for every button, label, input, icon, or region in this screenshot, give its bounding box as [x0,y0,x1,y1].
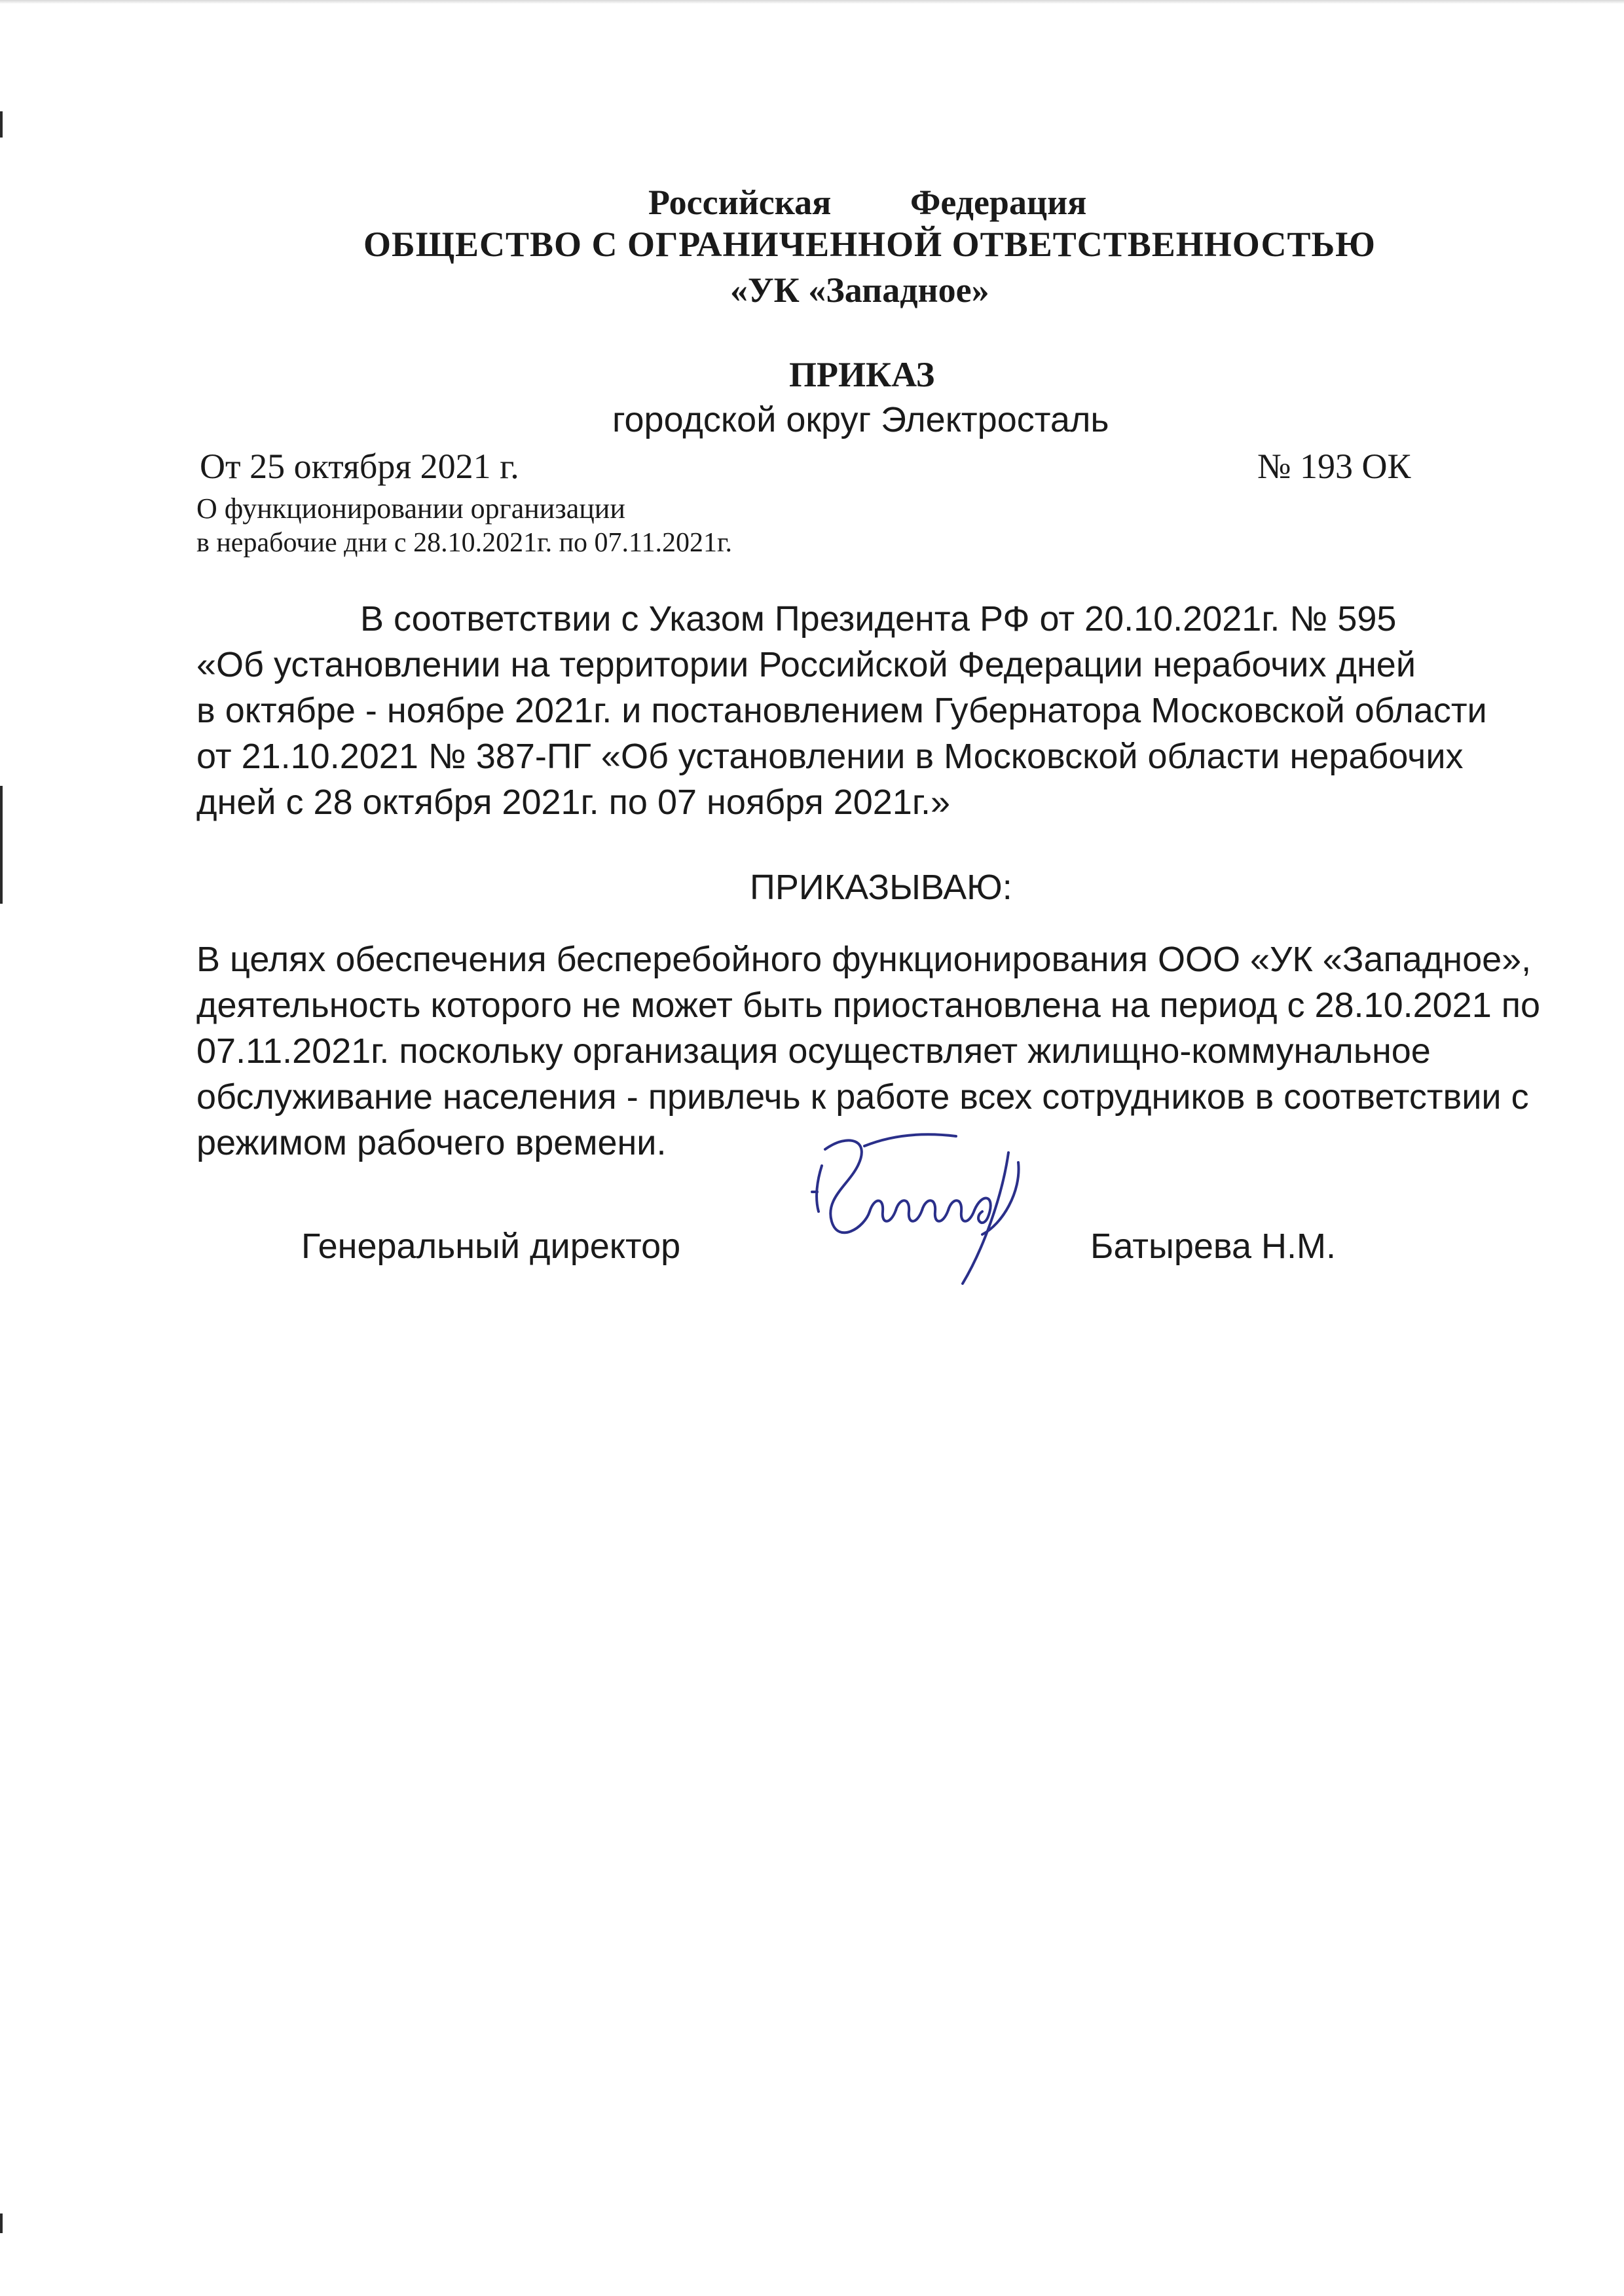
signoff-name: Батырева Н.М. [1090,1227,1336,1266]
organization-name: «УК «Западное» [730,270,989,310]
decree-line: деятельность которого не может быть приостановлена на период с 28.10.2021 по [196,986,1541,1025]
preamble-line: В соответствии с Указом Президента РФ от 20.10.2021г. № 595 [360,599,1397,639]
scan-edge-mark [0,786,3,904]
organization-type: ОБЩЕСТВО С ОГРАНИЧЕННОЙ ОТВЕТСТВЕННОСТЬЮ [363,225,1376,264]
decree-line: 07.11.2021г. поскольку организация осуществляет жилищно-коммунальное [196,1031,1431,1071]
decree-line: режимом рабочего времени. [196,1123,667,1162]
scan-top-edge [0,0,1624,4]
decree-heading: ПРИКАЗЫВАЮ: [750,868,1012,907]
preamble-line: от 21.10.2021 № 387-ПГ «Об установлении в Московской области нерабочих [196,737,1464,776]
order-date: От 25 октября 2021 г. [200,447,519,486]
decree-line: обслуживание населения - привлечь к работе всех сотрудников в соответствии с [196,1077,1529,1117]
scan-edge-mark [0,2213,3,2233]
order-subject-line-2: в нерабочие дни с 28.10.2021г. по 07.11.2021г. [196,528,732,558]
country-word-2: Федерация [910,183,1087,222]
country-word-1: Российская [648,183,832,222]
preamble-line: дней с 28 октября 2021г. по 07 ноября 2021г.» [196,783,950,822]
order-title: ПРИКАЗ [789,355,935,394]
handwritten-signature [786,1120,1087,1297]
decree-line: В целях обеспечения бесперебойного функционирования ООО «УК «Западное», [196,940,1532,979]
preamble-line: «Об установлении на территории Российской Федерации нерабочих дней [196,645,1416,684]
order-number: № 193 ОК [1257,447,1411,486]
order-location: городской округ Электросталь [612,400,1109,439]
order-subject-line-1: О функционировании организации [196,492,625,525]
scan-edge-mark [0,111,3,138]
signoff-position: Генеральный директор [301,1227,681,1266]
preamble-line: в октябре - ноябре 2021г. и постановлением Губернатора Московской области [196,691,1487,730]
